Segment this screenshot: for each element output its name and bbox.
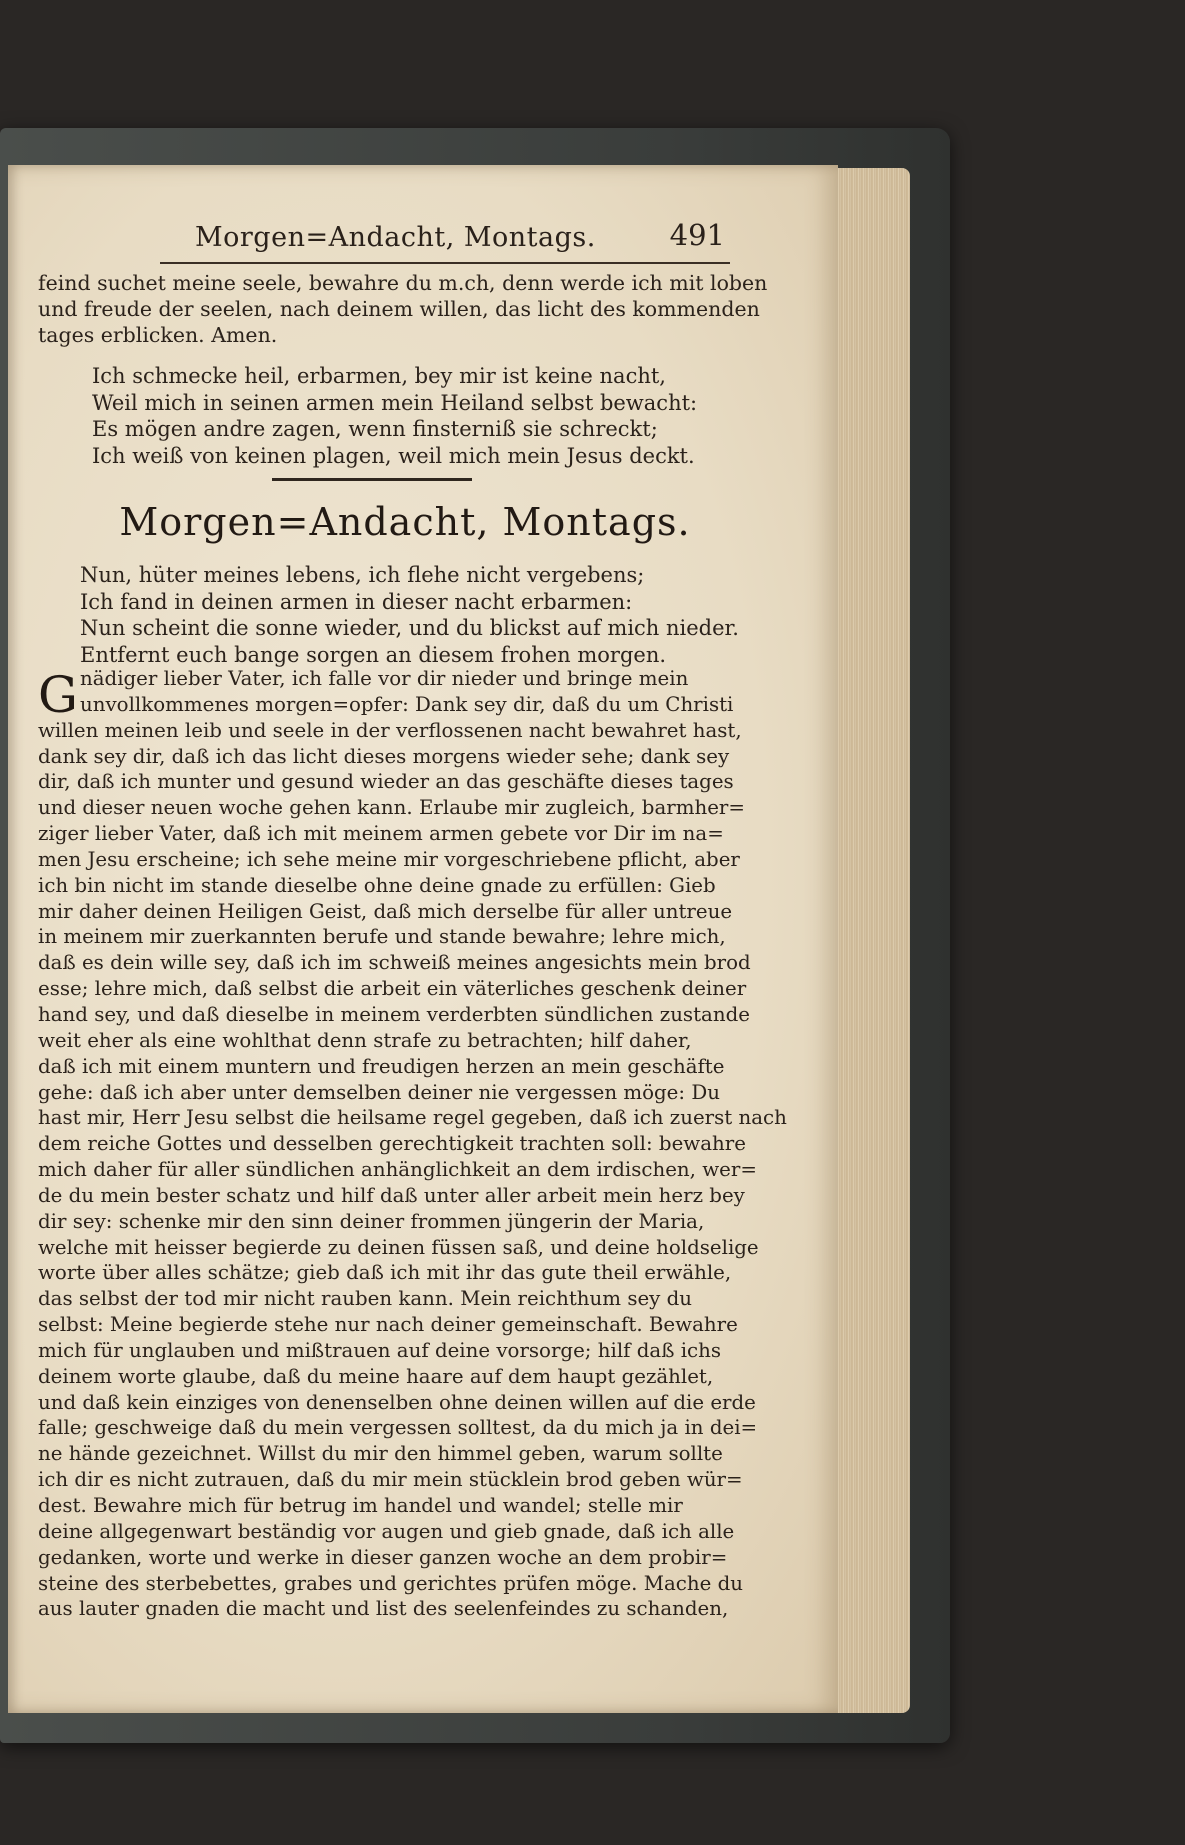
- prayer-line: und daß kein einziges von denenselben ohne deinen willen auf die erde: [38, 1390, 756, 1414]
- prayer-line: worte über alles schätze; gieb daß ich mit ihr das gute theil erwähle,: [38, 1261, 732, 1285]
- prayer-line: welche mit heisser begierde zu deinen füssen saß, und deine holdselige: [38, 1235, 759, 1259]
- prayer-line: men Jesu erscheine; ich sehe meine mir vorgeschriebene pflicht, aber: [38, 847, 740, 871]
- verse-line: Ich schmecke heil, erbarmen, bey mir ist keine nacht,: [92, 364, 666, 388]
- drop-cap: G: [38, 666, 78, 724]
- prose-line: tages erblicken. Amen.: [38, 323, 278, 348]
- prayer-line: hast mir, Herr Jesu selbst die heilsame regel gegeben, daß ich zuerst nach: [38, 1106, 787, 1130]
- prayer-line: dem reiche Gottes und desselben gerechtigkeit trachten soll: bewahre: [38, 1132, 746, 1156]
- header-rule: [160, 262, 730, 264]
- prayer-line: ich bin nicht im stande dieselbe ohne deine gnade zu erfüllen: Gieb: [38, 873, 716, 897]
- verse-line: Weil mich in seinen armen mein Heiland selbst bewacht:: [92, 390, 698, 415]
- running-header: [195, 218, 735, 262]
- prayer-line: selbst: Meine begierde stehe nur nach deiner gemeinschaft. Bewahre: [38, 1313, 738, 1337]
- prayer-line: mir daher deinen Heiligen Geist, daß mich derselbe für aller untreue: [38, 899, 733, 923]
- page-number: 491: [669, 218, 725, 252]
- prayer-line: deine allgegenwart beständig vor augen und gieb gnade, daß ich alle: [38, 1519, 735, 1543]
- prayer-line: in meinem mir zuerkannten berufe und stande bewahre; lehre mich,: [38, 925, 726, 949]
- prayer-line: und dieser neuen woche gehen kann. Erlaube mir zugleich, barmher=: [38, 796, 745, 820]
- top-prose: [38, 270, 768, 349]
- prayer-line: hand sey, und daß dieselbe in meinem verderbten sündlichen zustande: [38, 1002, 750, 1026]
- prayer-line: weit eher als eine wohlthat denn strafe zu betrachten; hilf daher,: [38, 1028, 692, 1052]
- prayer-line: dir sey: schenke mir den sinn deiner frommen jüngerin der Maria,: [38, 1209, 705, 1233]
- prayer-line: mich daher für aller sündlichen anhänglichkeit an dem irdischen, wer=: [38, 1158, 757, 1182]
- verse-line: Nun scheint die sonne wieder, und du blickst auf mich nieder.: [80, 616, 739, 640]
- prayer-line: de du mein bester schatz und hilf daß unter aller arbeit mein herz bey: [38, 1183, 745, 1207]
- prayer-line: esse; lehre mich, daß selbst die arbeit ein väterliches geschenk deiner: [38, 977, 747, 1001]
- prayer-line: dest. Bewahre mich für betrug im handel und wandel; stelle mir: [38, 1494, 683, 1517]
- prayer-line: steine des sterbebettes, grabes und gerichtes prüfen möge. Mache du: [38, 1571, 744, 1595]
- verse-opening: [80, 562, 740, 668]
- prose-line: feind suchet meine seele, bewahre du m.ch, denn werde ich mit loben: [38, 271, 768, 295]
- prayer-line: willen meinen leib und seele in der verflossenen nacht bewahret hast,: [38, 718, 742, 742]
- section-title: Morgen=Andacht, Montags.: [119, 500, 691, 544]
- prayer-line: ne hände gezeichnet. Willst du mir den himmel geben, warum sollte: [38, 1442, 723, 1466]
- prose-line: und freude der seelen, nach deinem willen, das licht des kommenden: [38, 297, 760, 322]
- prayer-line: daß es dein wille sey, daß ich im schweiß meines angesichts mein brod: [38, 951, 751, 975]
- prayer-line: dir, daß ich munter und gesund wieder an das geschäfte dieses tages: [38, 770, 734, 794]
- prayer-line: daß ich mit einem muntern und freudigen herzen an mein geschäfte: [38, 1054, 725, 1078]
- prayer-line: mich für unglauben und mißtrauen auf deine vorsorge; hilf daß ichs: [38, 1338, 722, 1362]
- prayer-line: falle; geschweige daß du mein vergessen solltest, da du mich ja in dei=: [38, 1416, 758, 1440]
- prayer-line: dank sey dir, daß ich das licht dieses morgens wieder sehe; dank sey: [38, 744, 730, 768]
- verse-line: Ich fand in deinen armen in dieser nacht erbarmen:: [80, 589, 633, 614]
- running-title: Morgen=Andacht, Montags.: [195, 222, 596, 253]
- verse-top: [92, 363, 742, 469]
- prayer-line: unvollkommenes morgen=opfer: Dank sey dir, daß du um Christi: [80, 692, 734, 716]
- verse-line: Ich weiß von keinen plagen, weil mich mein Jesus deckt.: [92, 443, 695, 468]
- prayer-line: gehe: daß ich aber unter demselben deiner nie vergessen möge: Du: [38, 1080, 720, 1104]
- prayer-line: aus lauter gnaden die macht und list des seelenfeindes zu schanden,: [38, 1597, 729, 1621]
- verse-line: Nun, hüter meines lebens, ich flehe nicht vergebens;: [80, 563, 645, 587]
- prayer-line: nädiger lieber Vater, ich falle vor dir nieder und bringe mein: [80, 667, 689, 690]
- prayer-line: gedanken, worte und werke in dieser ganzen woche an dem probir=: [38, 1545, 728, 1569]
- section-divider: [272, 478, 472, 481]
- prayer-line: deinem worte glaube, daß du meine haare auf dem haupt gezählet,: [38, 1364, 714, 1388]
- prayer-line: ziger lieber Vater, daß ich mit meinem armen gebete vor Dir im na=: [38, 822, 724, 846]
- prayer-text: [38, 666, 787, 1622]
- prayer-line: das selbst der tod mir nicht rauben kann. Mein reichthum sey du: [38, 1287, 693, 1311]
- verse-line: Es mögen andre zagen, wenn finsterniß sie schreckt;: [92, 417, 658, 441]
- verse-line: Entfernt euch bange sorgen an diesem frohen morgen.: [80, 642, 667, 667]
- prayer-line: ich dir es nicht zutrauen, daß du mir mein stücklein brod geben wür=: [38, 1468, 743, 1492]
